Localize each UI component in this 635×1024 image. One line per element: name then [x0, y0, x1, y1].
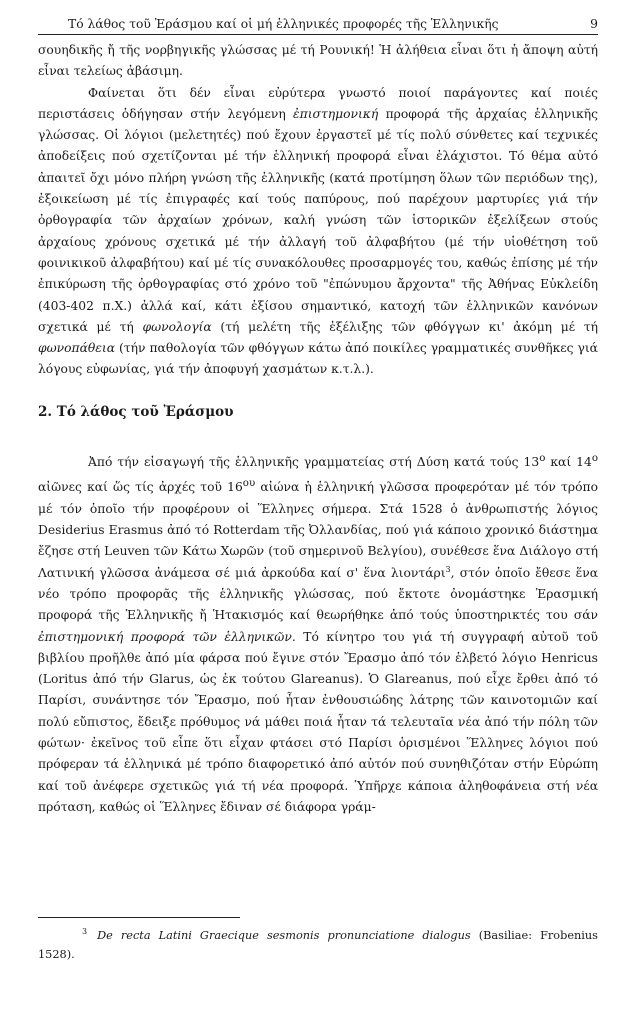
emphasis: φωνοπάθεια: [38, 341, 116, 356]
footnote-reference[interactable]: 3: [445, 564, 451, 574]
superscript: ο: [539, 452, 546, 464]
footnote-title: De recta Latini Graecique sesmonis pronunciatione dialogus: [97, 929, 471, 942]
emphasis: φωνολογία: [142, 319, 212, 334]
superscript: ου: [242, 477, 256, 490]
paragraph: σουηδικῆς ἤ τῆς νορβηγικῆς γλώσσας μέ τή Ρουνική! Ἡ ἀλήθεια εἶναι ὅτι ἡ ἄποψη αὐτή εἶναι τελείως ἀβάσιμη.: [38, 43, 598, 79]
page-number: 9: [590, 17, 598, 31]
running-title: Τό λάθος τοῦ Ἐράσμου καί οἱ μή ἑλληνικές προφορές τῆς Ἑλληνικῆς: [68, 17, 499, 31]
emphasis: ἐπιστημονική προφορά τῶν ἑλληνικῶν: [38, 629, 292, 644]
emphasis: ἐπιστημονική: [293, 106, 379, 121]
section-heading: 2. Τό λάθος τοῦ Ἐράσμου: [38, 404, 234, 420]
running-head: [38, 14, 598, 35]
paragraph: Φαίνεται ὅτι δέν εἶναι εὐρύτερα γνωστό ποιοί παράγοντες καί ποιές περιστάσεις ὁδήγησαν στήν λεγόμενη ἐπιστημονική προφορά τῆς ἀρχαίας ἑλληνικῆς γλώσσας. Οἱ λόγιοι (μελετητές) πού ἔχουν ἐργαστεῖ μέ τίς πολύ σύνθετες καί τεχνικές ἀποδείξεις πού σχετίζονται μέ τήν ἑλληνική προφορά εἶναι ἐλάχιστοι. Τό θέμα αὐτό ἀπαιτεῖ ὄχι μόνο πλήρη γνώση τῆς ἑλληνικῆς (κατά προτίμηση ὅλων τῶν περιόδων της), ἐξοικείωση μέ τίς ἐπιγραφές καί τούς παπύρους, πού παρέχουν μαρτυρίες γιά τήν ὀρθογραφία τῶν ἀρχαίων χρόνων, καλή γνώση τῶν ἱστορικῶν ἐξελίξεων στούς ἀρχαίους χρόνους σχετικά μέ τήν ἀλλαγή τοῦ ἀλφαβήτου (μέ τήν υἱοθέτηση τοῦ φοινικικοῦ ἀλφαβήτου) καί μέ τίς συνακόλουθες προσαρμογές του, καθώς ἐπίσης μέ τήν ἐπικύρωση τῆς ὀρθογραφίας στό χρόνο τοῦ "ἐπώνυμου ἄρχοντα" τῆς Ἀθήνας Εὐκλείδη (403-402 π.Χ.) ἀλλά καί, κάτι ἐξίσου σημαντικό, κατοχή τῶν ἑλληνικῶν κανόνων σχετικά μέ τή φωνολογία (τή μελέτη τῆς ἐξέλιξης τῶν φθόγγων κι' ἀκόμη μέ τή φωνοπάθεια (τήν παθολογία τῶν φθόγγων κάτω ἀπό ποικίλες γραμματικές συνθῆκες γιά λόγους εὐφωνίας, γιά τήν ἀποφυγή χασμάτων κ.τ.λ.).: [38, 85, 598, 377]
section-2-text: [38, 448, 598, 818]
footnote-citation: (Basiliae: Frobenius 1528).: [38, 929, 598, 961]
footnote-divider: [38, 917, 240, 918]
footnote: 3 De recta Latini Graecique sesmonis pronunciatione dialogus (Basiliae: Frobenius 1528).: [38, 927, 598, 961]
superscript: ο: [591, 452, 599, 464]
section-1-text: [38, 40, 598, 381]
paragraph: Ἀπό τήν εἰσαγωγή τῆς ἑλληνικῆς γραμματείας στή Δύση κατά τούς $13^o$ καί $14^o$ αἰῶνες καί ὥς τίς ἀρχές τοῦ $16^{o\upsilon}$ αἰώνα ἡ ἑλληνική γλῶσσα προφερόταν μέ τόν τρόπο μέ τόν ὁποῖο τήν προφέρουν οἱ Ἕλληνες σήμερα. Στά 1528 ὁ ἀνθρωπιστής λόγιος Desiderius Erasmus ἀπό τό Rotterdam τῆς Ὀλλανδίας, πού γιά κάποιο χρονικό διάστημα ἔζησε στή Leuven τῶν Κάτω Χωρῶν (τοῦ σημερινοῦ Βελγίου), συνέθεσε ἕνα Διάλογο στή Λατινική γλῶσσα ἀνάμεσα σέ μιά ἀρκούδα καί σ' ἕνα λιοντάρι$^3$, στόν ὁποῖο ἔθεσε ἕνα νέο τρόπο προφορᾶς τῆς ἑλληνικῆς γλώσσας, πού ἔκτοτε ὀνομάστηκε Ἐρασμική προφορά τῆς Ἑλληνικῆς ἤ Ἡτακισμός καί θεωρήθηκε ἀπό τούς ὑποστηρικτές του σάν ἐπιστημονική προφορά τῶν ἑλληνικῶν. Τό κίνητρο του γιά τή συγγραφή αὐτοῦ τοῦ βιβλίου προῆλθε ἀπό μία φάρσα πού ἔγινε στόν Ἔρασμο ἀπό τόν ἑλβετό λόγιο Henricus (Loritus ἀπό τήν Glarus, ὡς ἐκ τούτου Glareanus). Ὁ Glareanus, πού εἶχε ἔρθει ἀπό τό Παρίσι, συνάντησε τόν Ἔρασμο, πού ἦταν ἐνθουσιώδης λάτρης τῶν καινοτομιῶν καί πολύ εὔπιστος, ἔδειξε πρόθυμος νά μάθει ποιά ἦταν τά τελευταῖα νέα ἀπό τήν πόλη τῶν φώτων· ἐκεῖνος τοῦ εἶπε ὅτι εἶχαν φτάσει στό Παρίσι ὁρισμένοι Ἕλληνες λόγιοι πού πρόφεραν τά ἑλληνικά μέ τρόπο διαφορετικό ἀπό αὐτόν πού συνηθιζόταν στήν Εὐρώπη καί τοῦ ἀνέφερε σχετικῶς γιά τή νέα προφορά. Ὑπῆρχε κάποια ἀληθοφάνεια στή νέα πρόταση, καθώς οἱ Ἕλληνες ἔδιναν σέ διάφορα γράμ-: [38, 452, 599, 814]
